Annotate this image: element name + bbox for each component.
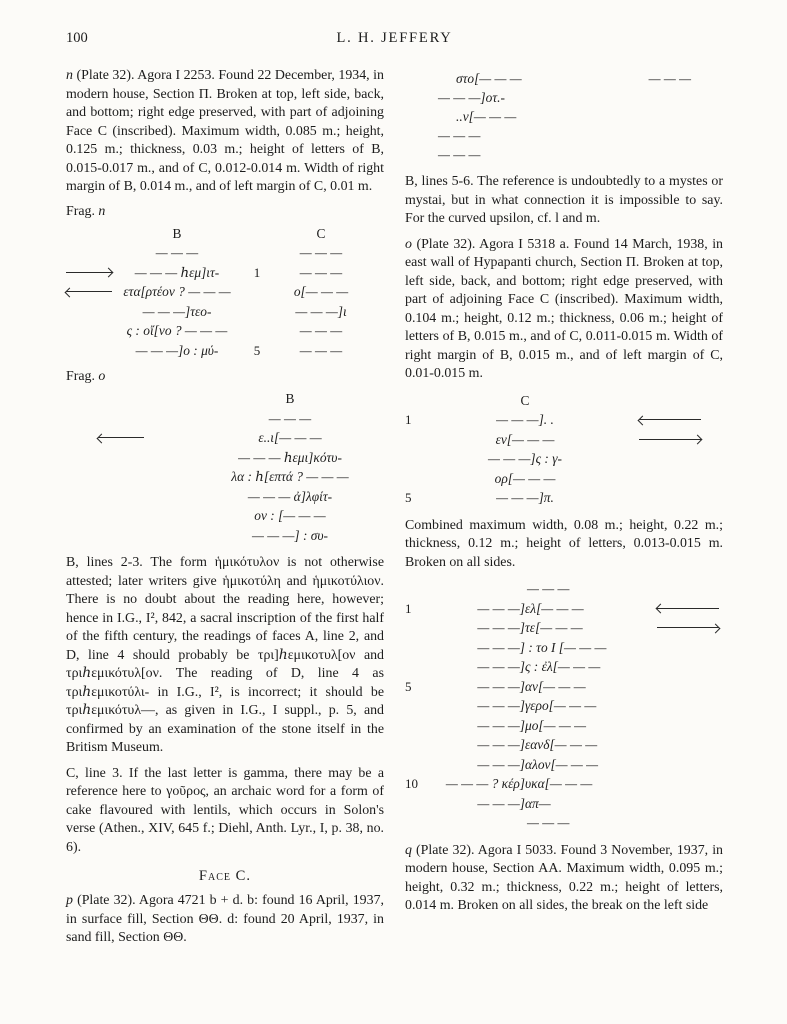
item-letter-p: p <box>66 893 73 908</box>
transcription-row <box>66 321 384 341</box>
transcription-row <box>405 488 723 508</box>
transcription-row <box>405 735 723 755</box>
transcription-row <box>66 263 384 283</box>
paragraph-b-lines-2-3: B, lines 2-3. The form ἡμικότυλον is not otherwise attested; later writers give ἡμικοτύλη and ἡμικοτύλιον. There is no doubt about the reading here, however; hence in I.G., I², 842, a sacral inscription of the first half of the fifth century, the readings of faces A, line 2, and D, line 4 should probably be τρι]ℎεμικοτυλ[ον and τριℎεμικότυλ[ον. The reading of D, line 4 as τριℎεμικοτύλι- in I.G., I², is incorrect; it should be τριℎεμικότυλ—, as given in I.G., I suppl., p. 5, and confirmed by an examination of the stone itself in the Britism Museum. <box>66 555 384 755</box>
fragment-c-transcription <box>405 391 723 508</box>
line-text: — — — <box>527 581 570 597</box>
writing-direction-left-arrow-icon <box>657 604 719 613</box>
line-text: — — — <box>438 128 481 143</box>
transcription-row <box>405 677 723 697</box>
line-number: 5 <box>253 342 261 358</box>
transcription-header-row <box>405 391 723 411</box>
line-left: — — —] <box>477 600 525 616</box>
transcription-row <box>66 526 384 546</box>
line-right: απ— <box>525 795 551 811</box>
transcription-row <box>405 599 723 619</box>
transcription-row <box>405 755 723 775</box>
frag-n-label: Frag. n <box>66 203 106 219</box>
transcription-row <box>405 794 723 814</box>
fragment-n-transcription <box>66 224 384 361</box>
writing-direction-left-arrow-icon <box>66 287 112 296</box>
paragraph-n-text: (Plate 32). Agora I 2253. Found 22 December, 1934, in modern house, Section Π. Broken at top, left side, back, and bottom; right edge preserved, with part of adjoining Face C (inscribed). Maximum width, 0.085 m.; height, 0.125 m.; thickness, 0.03 m.; height of letters of B, 0.015-0.017 m., and of C, 0.012-0.014 m. Width of right margin of B, 0.014 m., and of left margin of C, 0.01 m. <box>66 68 384 194</box>
transcription-row <box>66 341 384 361</box>
line-left: — — —] <box>477 678 525 694</box>
line-left: — — —] <box>477 717 525 733</box>
paragraph-q <box>405 842 723 916</box>
transcription-row <box>405 813 723 833</box>
paragraph-p-text: (Plate 32). Agora 4721 b + d. b: found 16 April, 1937, in surface fill, Section ΘΘ. d: found 20 April, 1937, in sand fill, Section ΘΘ. <box>66 893 384 945</box>
line-left: — — —] <box>477 698 525 714</box>
line-c: — — — <box>299 264 343 280</box>
line-text: — — —] : συ- <box>252 527 328 543</box>
line-left: — — —] <box>477 737 525 753</box>
paragraph-n <box>66 67 384 197</box>
line-right: εανδ[— — — <box>525 737 598 753</box>
writing-direction-right-arrow-icon <box>657 623 719 632</box>
line-right: αν[— — — <box>525 678 586 694</box>
line-number: 1 <box>405 600 412 616</box>
face-b-header: B <box>285 391 295 407</box>
transcription-row <box>405 410 723 430</box>
transcription-row <box>438 88 723 107</box>
transcription-row <box>405 696 723 716</box>
line-b: ς : οἴ[νο ? — — — <box>126 323 228 339</box>
transcription-row <box>66 282 384 302</box>
line-number: 5 <box>405 490 412 506</box>
paragraph-q-text: (Plate 32). Agora I 5033. Found 3 November, 1937, in modern house, Section AA. Maximum width, 0.095 m.; height, 0.32 m.; thickness, 0.22 m.; height of letters, 0.014 m. Broken on all sides, the break on the left side <box>405 842 723 913</box>
paragraph-o <box>405 236 723 384</box>
line-c: — — —]ι <box>295 303 347 319</box>
line-text: — — — <box>527 815 570 831</box>
right-column <box>405 67 723 955</box>
face-b-header: B <box>172 225 182 241</box>
transcription-row <box>438 145 723 164</box>
line-text: ε..ι[— — — <box>258 430 322 446</box>
line-c: — — — <box>299 323 343 339</box>
paragraph-b-lines-5-6: B, lines 5-6. The reference is undoubtedly to a mystes or mystai, but in what connection it is impossible to say. For the curved upsilon, cf. l and m. <box>405 174 723 226</box>
transcription-row <box>66 467 384 487</box>
line-left: — — —] <box>477 639 525 655</box>
line-text: — — — <box>268 410 312 426</box>
paragraph-o-text: (Plate 32). Agora I 5318 a. Found 14 March, 1938, in east wall of Hypapanti church, Section Π. Broken at top, left side, back, and bottom; right edge preserved, with part of adjoining Face C (inscribed). Maximum width, 0.104 m.; height, 0.12 m.; thickness, 0.06 m.; height of letters of B, 0.015 m., and of C, 0.011-0.015 m. Width of right margin of B, 0.015 m., and of left margin of C, 0.01-0.015 m. <box>405 236 723 381</box>
line-text: — — —]ς : γ- <box>488 451 562 467</box>
line-right: αλον[— — — <box>525 756 599 772</box>
face-c-header: C <box>316 225 326 241</box>
line-number: 5 <box>405 678 412 694</box>
item-letter-o: o <box>405 236 412 252</box>
line-b: — — —]ο : μύ- <box>135 342 219 358</box>
transcription-row <box>438 126 723 145</box>
line-number: 1 <box>253 264 261 280</box>
frag-o-label: Frag. o <box>66 369 106 384</box>
line-right: μο[— — — <box>525 717 587 733</box>
transcription-row <box>405 449 723 469</box>
paragraph-p <box>66 892 384 948</box>
transcription-row <box>405 618 723 638</box>
transcription-row <box>66 428 384 448</box>
writing-direction-right-arrow-icon <box>639 435 701 444</box>
line-left: — — — ? κέρ] <box>445 776 525 792</box>
transcription-row <box>405 638 723 658</box>
line-left: — — —] <box>477 795 525 811</box>
line-text: στο[— — — <box>456 71 522 86</box>
line-c: — — — <box>299 245 343 261</box>
line-text: — — — <box>438 147 481 162</box>
writing-direction-left-arrow-icon <box>639 415 701 424</box>
item-letter-n: n <box>66 68 73 83</box>
transcription-row <box>66 506 384 526</box>
line-left: — — —] <box>477 659 525 675</box>
line-number: 10 <box>405 776 418 792</box>
line-b: — — —]τεο- <box>142 303 212 319</box>
line-text: — — —]οτ.- <box>438 90 505 105</box>
writing-direction-left-arrow-icon <box>98 433 144 442</box>
transcription-row <box>405 774 723 794</box>
line-right: υκα[— — — <box>525 776 593 792</box>
transcription-row <box>405 469 723 489</box>
line-text: λα : ℎ[επτά ? — — — <box>231 469 349 485</box>
transcription-row <box>438 69 723 88</box>
transcription-row <box>66 487 384 507</box>
line-text: — — —]π. <box>496 490 554 506</box>
line-text: — — — ἀ]λφίτ- <box>247 488 333 504</box>
transcription-row <box>405 579 723 599</box>
line-b: — — — <box>155 245 199 261</box>
section-heading-face-c: Face C. <box>198 868 252 884</box>
line-text: ορ[— — — <box>494 470 556 486</box>
fragment-top-transcription <box>405 69 723 164</box>
paragraph-c-line-3: C, line 3. If the last letter is gamma, there may be a reference here to γοῦρος, an archaic word for a form of cake flavoured with lentils, which occurs in Solon's verse (Athen., XIV, 645 f.; Diehl, Anth. Lyr., I, p. 38, no. 6). <box>66 765 384 855</box>
line-right: ς : ἐλ[— — — <box>525 659 601 675</box>
line-left: — — —] <box>477 620 525 636</box>
two-column-body <box>66 67 723 955</box>
line-text: ..ν[— — — <box>456 109 517 124</box>
paragraph-combined-dimensions: Combined maximum width, 0.08 m.; height, 0.22 m.; thickness, 0.12 m.; height of letters, 0.013-0.015 m. Broken on all sides. <box>405 517 723 570</box>
fragment-q-transcription <box>405 579 723 833</box>
line-b: — — — ℎεμ]ιτ- <box>134 264 220 280</box>
item-letter-q: q <box>405 842 412 858</box>
line-b: ετα[ρτέον ? — — — <box>123 284 231 300</box>
line-left: — — —] <box>477 756 525 772</box>
page-number: 100 <box>66 30 88 46</box>
transcription-row <box>405 657 723 677</box>
line-text: — — —]. . <box>496 412 554 428</box>
page-header <box>66 30 723 52</box>
line-text: εν[— — — <box>495 431 555 447</box>
line-right: γερο[— — — <box>525 698 597 714</box>
line-text: — — — <box>648 71 691 86</box>
line-right: τε[— — — <box>525 620 583 636</box>
line-c: ο[— — — <box>293 284 349 300</box>
transcription-header-row <box>66 389 384 409</box>
face-c-header: C <box>520 392 530 408</box>
transcription-row <box>66 302 384 322</box>
fragment-o-transcription <box>66 389 384 545</box>
line-number: 1 <box>405 412 412 428</box>
transcription-row <box>405 716 723 736</box>
line-right: ελ[— — — <box>525 600 584 616</box>
transcription-row <box>66 448 384 468</box>
line-c: — — — <box>299 342 343 358</box>
transcription-header-row <box>66 224 384 244</box>
line-text: — — — ℎεμι]κότυ- <box>238 449 342 465</box>
transcription-row <box>438 107 723 126</box>
running-head-title: L. H. JEFFERY <box>336 30 453 46</box>
transcription-row <box>66 409 384 429</box>
writing-direction-right-arrow-icon <box>66 268 112 277</box>
line-right: : το Ι [— — — <box>525 639 607 655</box>
transcription-row <box>66 243 384 263</box>
line-text: ον : [— — — <box>254 508 326 524</box>
transcription-row <box>405 430 723 450</box>
left-column <box>66 67 384 955</box>
